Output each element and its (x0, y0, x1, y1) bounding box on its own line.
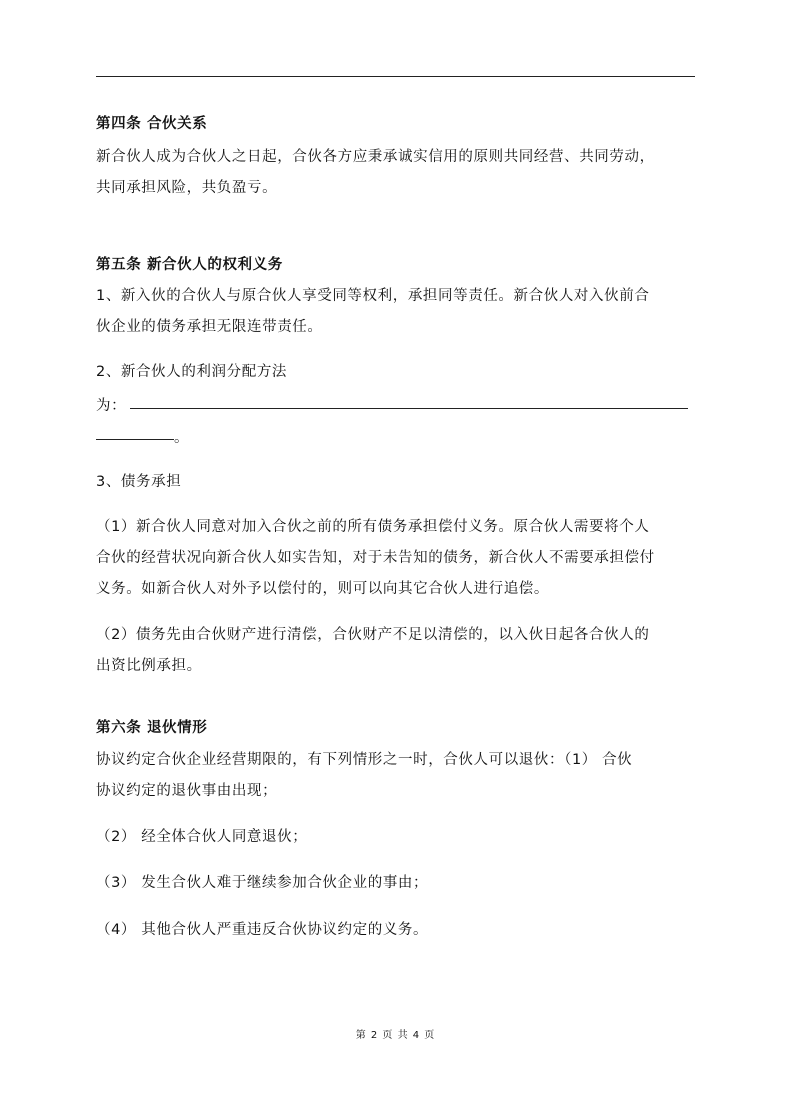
article5-item2-label: 2、新合伙人的利润分配方法 (96, 364, 288, 380)
article4-title: 第四条 合伙关系 (96, 116, 208, 132)
article5-item3-1-line3: 义务。如新合伙人对外予以偿付的，则可以向其它合伙人进行追偿。 (96, 581, 549, 597)
article5-item2-prefix: 为： (96, 398, 127, 414)
article5-item1-line2: 伙企业的债务承担无限连带责任。 (96, 319, 323, 335)
article5-item3-1-line2: 合伙的经营状况向新合伙人如实告知，对于未告知的债务，新合伙人不需要承担偿付 (96, 550, 655, 566)
page-number-footer: 第 2 页 共 4 页 (355, 1030, 436, 1041)
article5-item2-end: 。 (174, 430, 190, 446)
article6-condition-4: （4） 其他合伙人严重违反合伙协议约定的义务。 (96, 922, 429, 938)
article4-line2: 共同承担风险，共负盈亏。 (96, 180, 278, 196)
blank-fill-line-1 (130, 408, 688, 409)
article6-condition-3: （3） 发生合伙人难于继续参加合伙企业的事由； (96, 875, 429, 891)
article5-item3-2-line1: （2）债务先由合伙财产进行清偿，合伙财产不足以清偿的，以入伙日起各合伙人的 (96, 627, 650, 643)
article5-item3-1-line1: （1）新合伙人同意对加入合伙之前的所有债务承担偿付义务。原合伙人需要将个人 (96, 519, 650, 535)
blank-fill-line-2 (96, 439, 174, 440)
article5-item3-2-line2: 出资比例承担。 (96, 658, 202, 674)
header-rule (96, 76, 695, 77)
article6-title: 第六条 退伙情形 (96, 720, 208, 736)
article5-item1-line1: 1、新入伙的合伙人与原合伙人享受同等权利，承担同等责任。新合伙人对入伙前合 (96, 288, 650, 304)
article6-intro-line2: 协议约定的退伙事由出现； (96, 783, 278, 799)
article5-title: 第五条 新合伙人的权利义务 (96, 257, 283, 273)
article4-line1: 新合伙人成为合伙人之日起，合伙各方应秉承诚实信用的原则共同经营、共同劳动， (96, 149, 655, 165)
article6-condition-2: （2） 经全体合伙人同意退伙； (96, 829, 308, 845)
article6-intro-line1: 协议约定合伙企业经营期限的，有下列情形之一时，合伙人可以退伙：（1） 合伙 (96, 752, 633, 768)
article5-item3-label: 3、债务承担 (96, 474, 182, 490)
